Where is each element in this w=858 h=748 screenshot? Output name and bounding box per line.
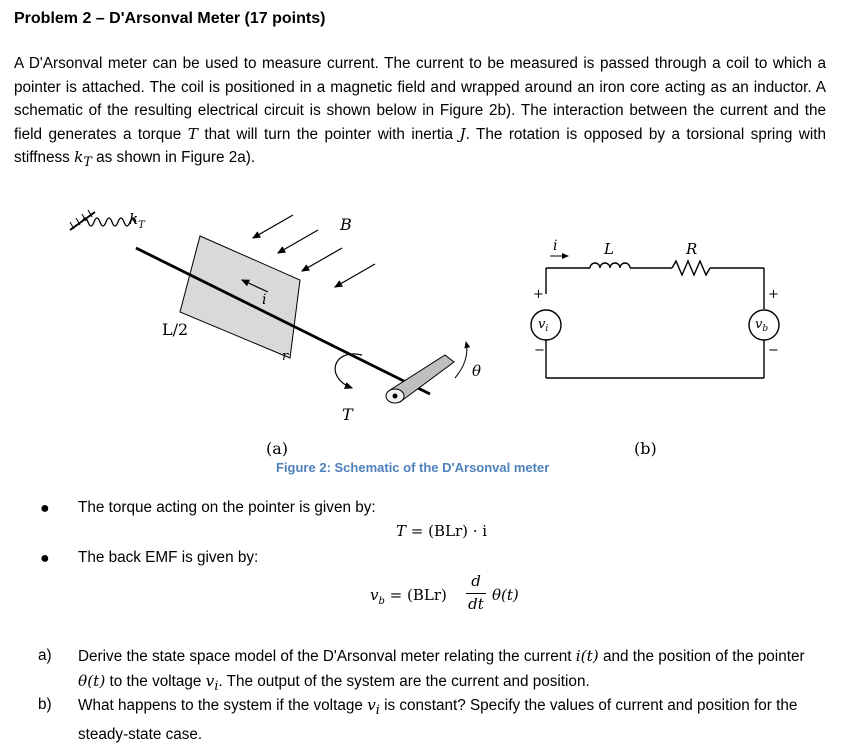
label-figure-b: (b) [634, 439, 657, 458]
figure-a-mechanical [70, 210, 481, 458]
bullet-marker: ● [40, 500, 50, 517]
intro-text-2: that will turn the pointer with inertia [197, 125, 460, 143]
intro-text-3: . The rotation is opposed by a torsional spring with stiffness [14, 125, 826, 167]
label-half-length: L/2 [162, 320, 189, 339]
label-figure-a: (a) [266, 439, 289, 458]
problem-description [14, 52, 826, 175]
pointer [386, 355, 454, 403]
question-b-label: b) [38, 696, 52, 713]
angle-arrow [455, 342, 467, 378]
label-r: r [282, 349, 289, 364]
torsional-spring [82, 218, 136, 226]
label-vi: $v_i$ [538, 317, 549, 334]
back-emf-equation: $v_b = (BLr)$ d dt θ(t) [370, 572, 519, 613]
label-B: B [340, 215, 352, 234]
stiffness-symbol: $k_T$ [74, 148, 92, 171]
inertia-symbol: J [459, 124, 466, 143]
inductor-symbol [590, 263, 630, 268]
resistor-symbol [672, 261, 710, 275]
bullet-torque-text: The torque acting on the pointer is given by: [78, 499, 376, 516]
coil-plate [180, 236, 300, 358]
question-b-text: What happens to the system if the voltage $v_i$ is constant? Specify the values of current and position for the steady-state case. [78, 696, 798, 744]
bullet-emf-text: The back EMF is given by: [78, 549, 259, 566]
figure-caption: Figure 2: Schematic of the D'Arsonval meter [276, 460, 550, 475]
label-kT: $k_T$ [129, 210, 145, 231]
intro-text-1: A D'Arsonval meter can be used to measure current. The current to be measured is passed through a coil to which a pointer is attached. The coil is positioned in a magnetic field and wrapped around an iron core acting as an inductor. A schematic of the resulting electrical circuit is shown below in Figure 2b). The interaction between the current and the field generates a torque [14, 55, 826, 143]
label-i-b: i [553, 238, 558, 254]
question-b [38, 693, 828, 747]
figure-2 [50, 200, 840, 465]
label-vb: $v_b$ [755, 317, 769, 334]
torque-equation: T = (BLr) · i [396, 522, 488, 540]
torque-symbol: T [187, 124, 198, 143]
label-L: L [604, 240, 614, 258]
label-i-a: i [262, 292, 267, 308]
meter-schematic [50, 200, 840, 465]
label-minus-left: − [534, 343, 545, 358]
label-plus-right: + [768, 287, 779, 302]
label-theta: θ [472, 362, 482, 380]
question-a [38, 644, 828, 699]
figure-b-circuit [531, 238, 779, 458]
problem-title: Problem 2 – D'Arsonval Meter (17 points) [14, 10, 326, 27]
label-R: R [686, 240, 698, 258]
label-T: T [342, 405, 353, 424]
question-a-label: a) [38, 647, 52, 664]
label-plus-left: + [533, 287, 544, 302]
intro-text-4: as shown in Figure 2a). [91, 149, 256, 167]
question-a-text: Derive the state space model of the D'Arsonval meter relating the current i(t) and the position of the pointer θ(t) to the voltage $v_i$. The output of the system are the current and position. [78, 647, 805, 695]
bullet-marker: ● [40, 550, 50, 567]
label-minus-right: − [768, 343, 779, 358]
